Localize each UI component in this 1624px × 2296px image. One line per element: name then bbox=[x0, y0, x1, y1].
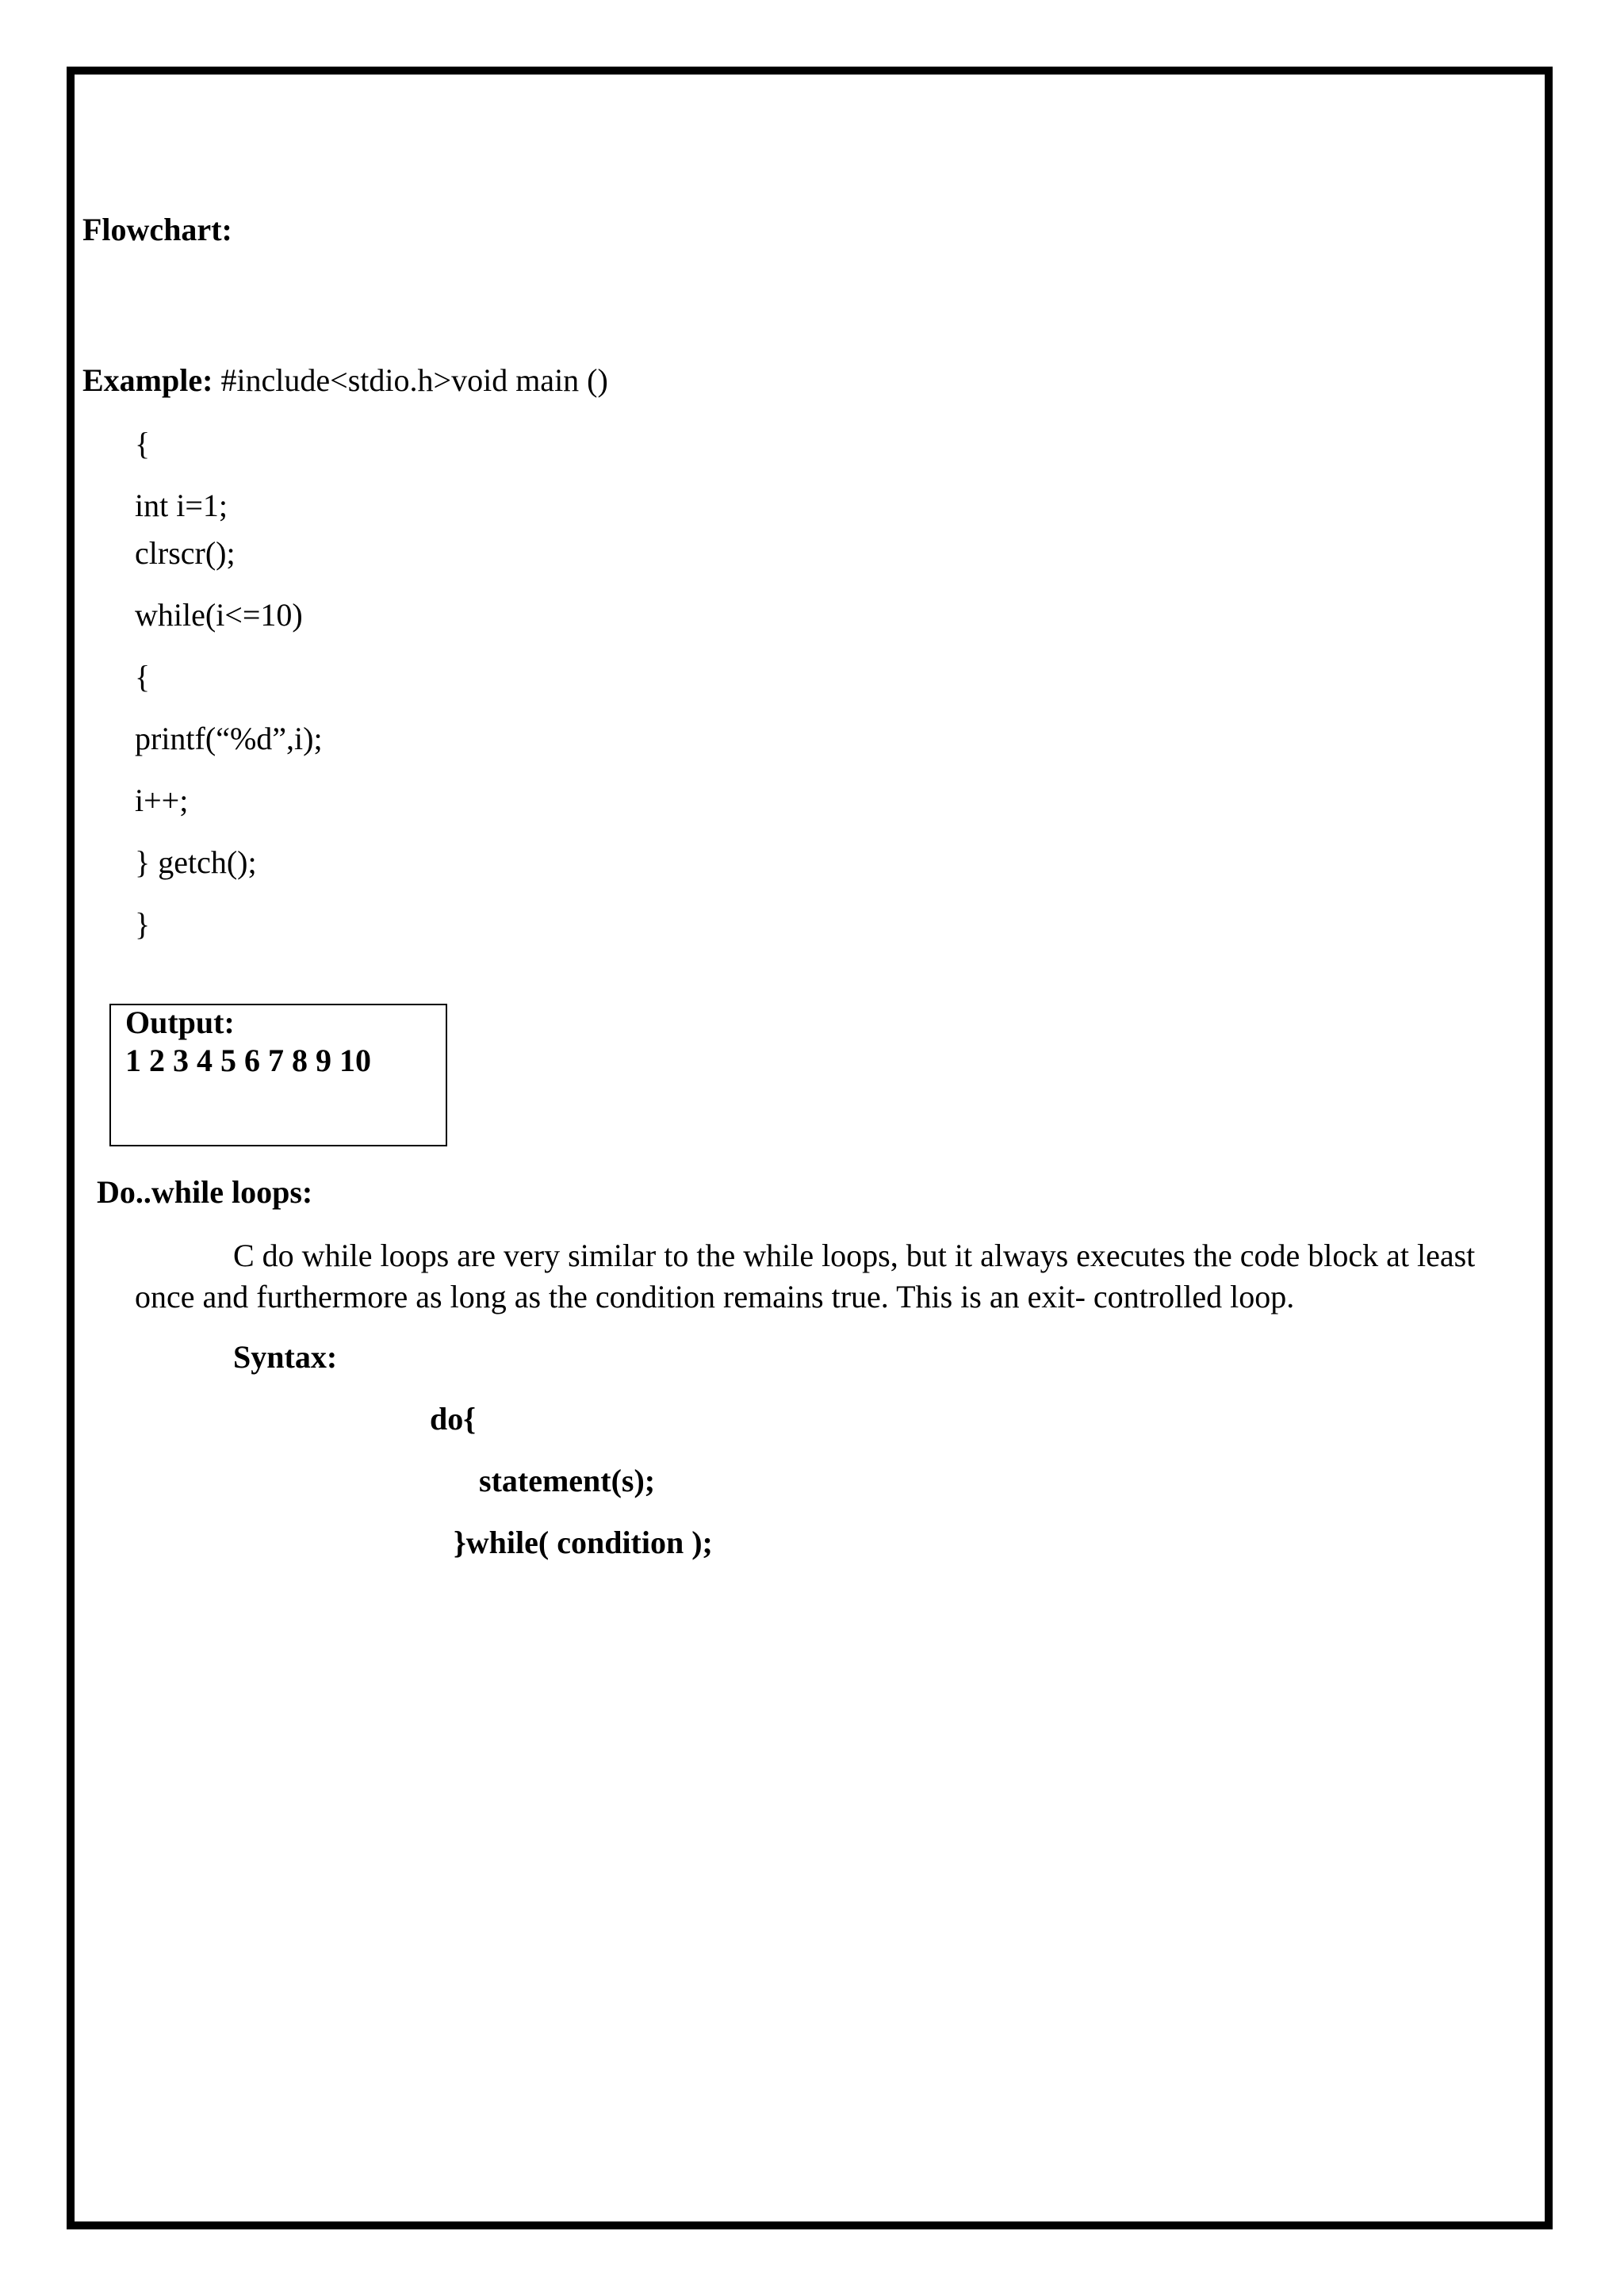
do-while-paragraph: C do while loops are very similar to the while loops, but it always executes the code block at least once and furthermore as long as the condition remains true. This is an exit- controlled loop. bbox=[135, 1238, 1476, 1314]
code-line: i++; bbox=[135, 783, 189, 818]
code-line: } getch(); bbox=[135, 844, 257, 880]
example-label: Example: bbox=[82, 362, 213, 398]
example-first-line: #include<stdio.h>void main () bbox=[220, 362, 608, 398]
code-line: clrscr(); bbox=[135, 535, 236, 571]
code-line: { bbox=[135, 426, 151, 461]
code-line: } bbox=[135, 906, 151, 942]
output-value: 1 2 3 4 5 6 7 8 9 10 bbox=[125, 1043, 371, 1078]
do-while-heading: Do..while loops: bbox=[97, 1174, 313, 1210]
code-line: while(i<=10) bbox=[135, 597, 303, 633]
syntax-line: statement(s); bbox=[479, 1463, 656, 1498]
syntax-line: do{ bbox=[430, 1401, 477, 1437]
code-line: printf(“%d”,i); bbox=[135, 721, 323, 756]
flowchart-heading: Flowchart: bbox=[82, 212, 232, 247]
syntax-label: Syntax: bbox=[233, 1339, 338, 1375]
code-line: int i=1; bbox=[135, 488, 228, 523]
syntax-line: }while( condition ); bbox=[454, 1525, 713, 1560]
code-line: { bbox=[135, 659, 151, 695]
output-label: Output: bbox=[125, 1004, 235, 1040]
example-line bbox=[82, 362, 608, 400]
